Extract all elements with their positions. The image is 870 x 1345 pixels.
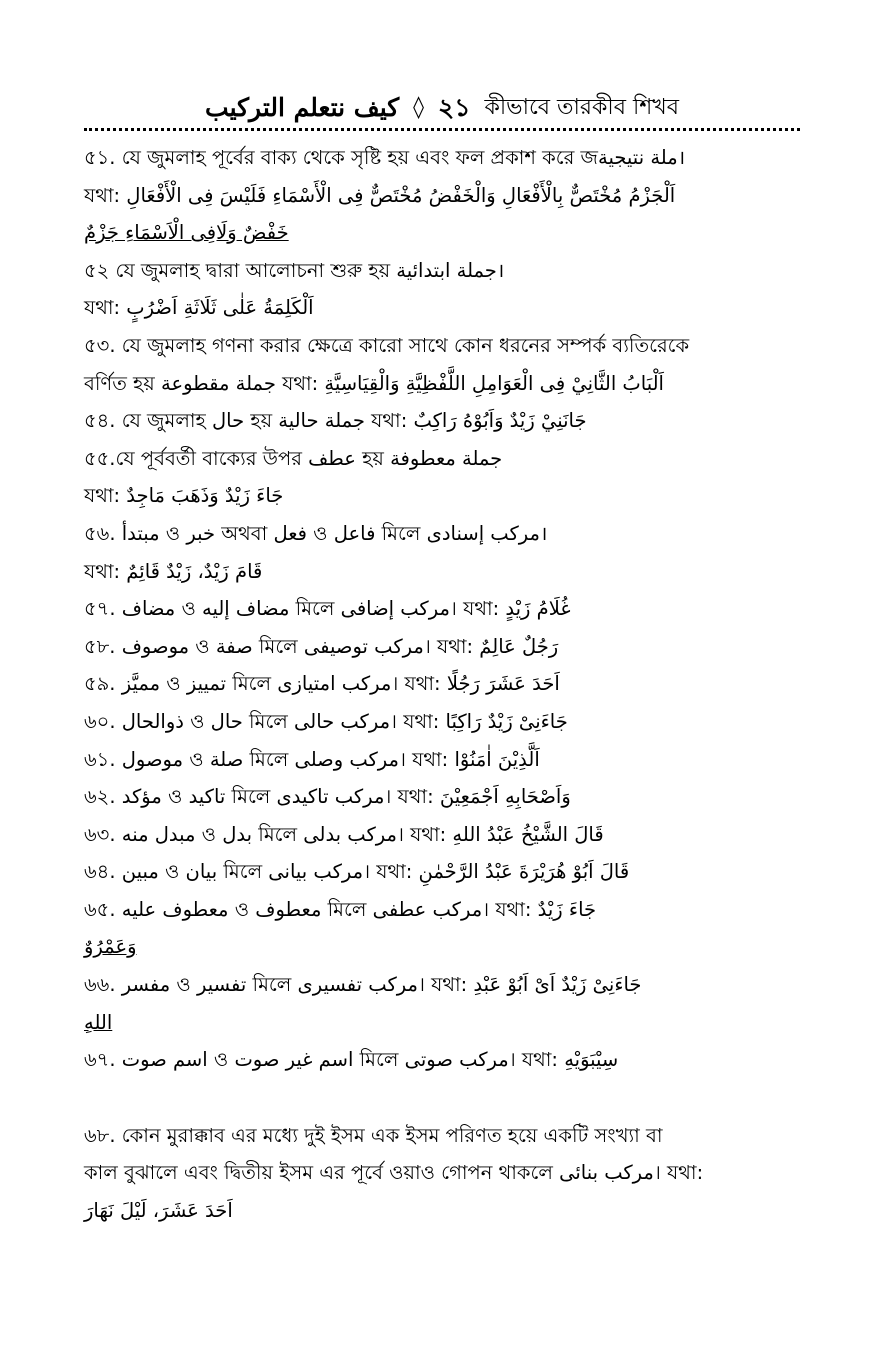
header-diamond-icon: ◊ xyxy=(413,95,425,120)
text-line: ৫৯. مميَّز ও تمييز মিলে مركب امتيازى। যথা: اَحَدَ عَشَرَ رَجُلًا xyxy=(84,672,560,696)
text-line: ৬৬. مفسر ও تفسير মিলে مركب تفسيرى। যথা: جَاءَنِىْ زَيْدٌ اَىْ اَبُوْ عَبْدِ xyxy=(84,973,642,997)
text-line: ৫৮. موصوف ও صفة মিলে مركب توصيفى। যথা: رَجُلٌ عَالِمٌ xyxy=(84,634,559,658)
text-line: ৬৪. مبين ও بيان মিলে مركب بيانى। যথা: قَالَ اَبُوْ هُرَيْرَةَ عَبْدُ الرَّحْمٰنِ xyxy=(84,860,630,884)
text-line: যথা: اَلْكَلِمَةُ عَلٰى ثَلَاثَةِ اَضْرُبٍ xyxy=(84,296,314,320)
text-line: ৬৮. কোন মুরাক্কাব এর মধ্যে দুই ইসম এক ইসম পরিণত হয়ে একটি সংখ্যা বা xyxy=(84,1123,663,1147)
text-line: اللهِ xyxy=(84,1010,113,1034)
dotted-divider xyxy=(84,128,800,131)
text-line: যথা: قَامَ زَيْدٌ، زَيْدٌ قَائِمٌ xyxy=(84,559,263,583)
text-line: যথা: جَاءَ زَيْدٌ وَذَهَبَ مَاجِدٌ xyxy=(84,484,284,508)
text-line: ৬০. ذوالحال ও حال মিলে مركب حالى। যথা: جَاءَنِىْ زَيْدٌ رَاكِبًا xyxy=(84,709,568,733)
page-header xyxy=(84,88,800,128)
text-line: اَحَدَ عَشَرَ، لَيْلَ نَهَارَ xyxy=(84,1199,233,1223)
text-line: ৬২. مؤكد ও تاكيد মিলে مركب تاكيدى। যথা: وَاَصْحَابِهِ اَجْمَعِيْنَ xyxy=(84,785,571,809)
page-number: ২১ xyxy=(438,93,471,122)
text-line: যথা: اَلْجَزْمُ مُخْتَصٌّ بِالْأَفْعَالِ وَالْخَفْضُ مُخْتَصٌّ فِى الْأَسْمَاءِ فَلَيْسَ فِى الْأَفْعَالِ xyxy=(84,183,676,207)
text-line: خَفْضٌ وَلَافِى الْاَسْمَاءِ جَزْمٌ xyxy=(84,221,289,245)
text-line: ৫৩. যে জুমলাহ গণনা করার ক্ষেত্রে কারো সাথে কোন ধরনের সম্পর্ক ব্যতিরেকে xyxy=(84,333,690,357)
text-line: ৬৭. اسم صوت ও اسم غير صوت মিলে مركب صوتى। যথা: سِيْبَوَيْهِ xyxy=(84,1048,619,1072)
text-line: وَعَمْرُوٌ xyxy=(84,935,137,959)
text-line: ৫৬. مبتدأ ও خبر অথবা فعل ও فاعل মিলে مركب إسنادى। xyxy=(84,521,548,545)
header-arabic-title: كيف نتعلم التركيب xyxy=(205,93,400,122)
text-line: বর্ণিত হয় جملة مقطوعة যথা: اَلْبَابُ الثَّانِيْ فِى الْعَوَامِلِ اللَّفْظِيَّةِ وَالْقِيَاسِيَّةِ xyxy=(84,371,664,395)
page xyxy=(84,88,800,1230)
text-line: কাল বুঝালে এবং দ্বিতীয় ইসম এর পূর্বে ওয়াও গোপন থাকলে مركب بنائى। যথা: xyxy=(84,1161,704,1185)
text-line: ৫১. যে জুমলাহ পূর্বের বাক্য থেকে সৃষ্টি হয় এবং ফল প্রকাশ করে জملة نتيجية। xyxy=(84,146,686,169)
text-line: ৫৭. مضاف ও مضاف إليه মিলে مركب إضافى। যথা: غُلَامُ زَيْدٍ xyxy=(84,597,571,621)
paragraph-gap xyxy=(84,1079,800,1117)
text-line: ৬৫. معطوف عليه ও معطوف মিলে مركب عطفى। যথা: جَاءَ زَيْدٌ xyxy=(84,897,597,921)
header-bengali-title: কীভাবে তারকীব শিখব xyxy=(484,95,679,120)
text-line: ৬৩. مبدل منه ও بدل মিলে مركب بدلى। যথা: قَالَ الشَّيْخُ عَبْدُ اللهِ xyxy=(84,822,604,846)
text-line: ৬১. موصول ও صلة মিলে مركب وصلى। যথা: اَلَّذِيْنَ اٰمَنُوْا xyxy=(84,747,540,771)
text-line: ৫২ যে জুমলাহ দ্বারা আলোচনা শুরু হয় جملة ابتدائية। xyxy=(84,258,505,282)
text-line: ৫৪. যে জুমলাহ حال হয় جملة حالية যথা: جَانَنِيْ زَيْدٌ وَاَبُوْهُ رَاكِبٌ xyxy=(84,409,587,433)
text-line: ৫৫.যে পূর্ববর্তী বাক্যের উপর عطف হয় جملة معطوفة xyxy=(84,446,503,470)
